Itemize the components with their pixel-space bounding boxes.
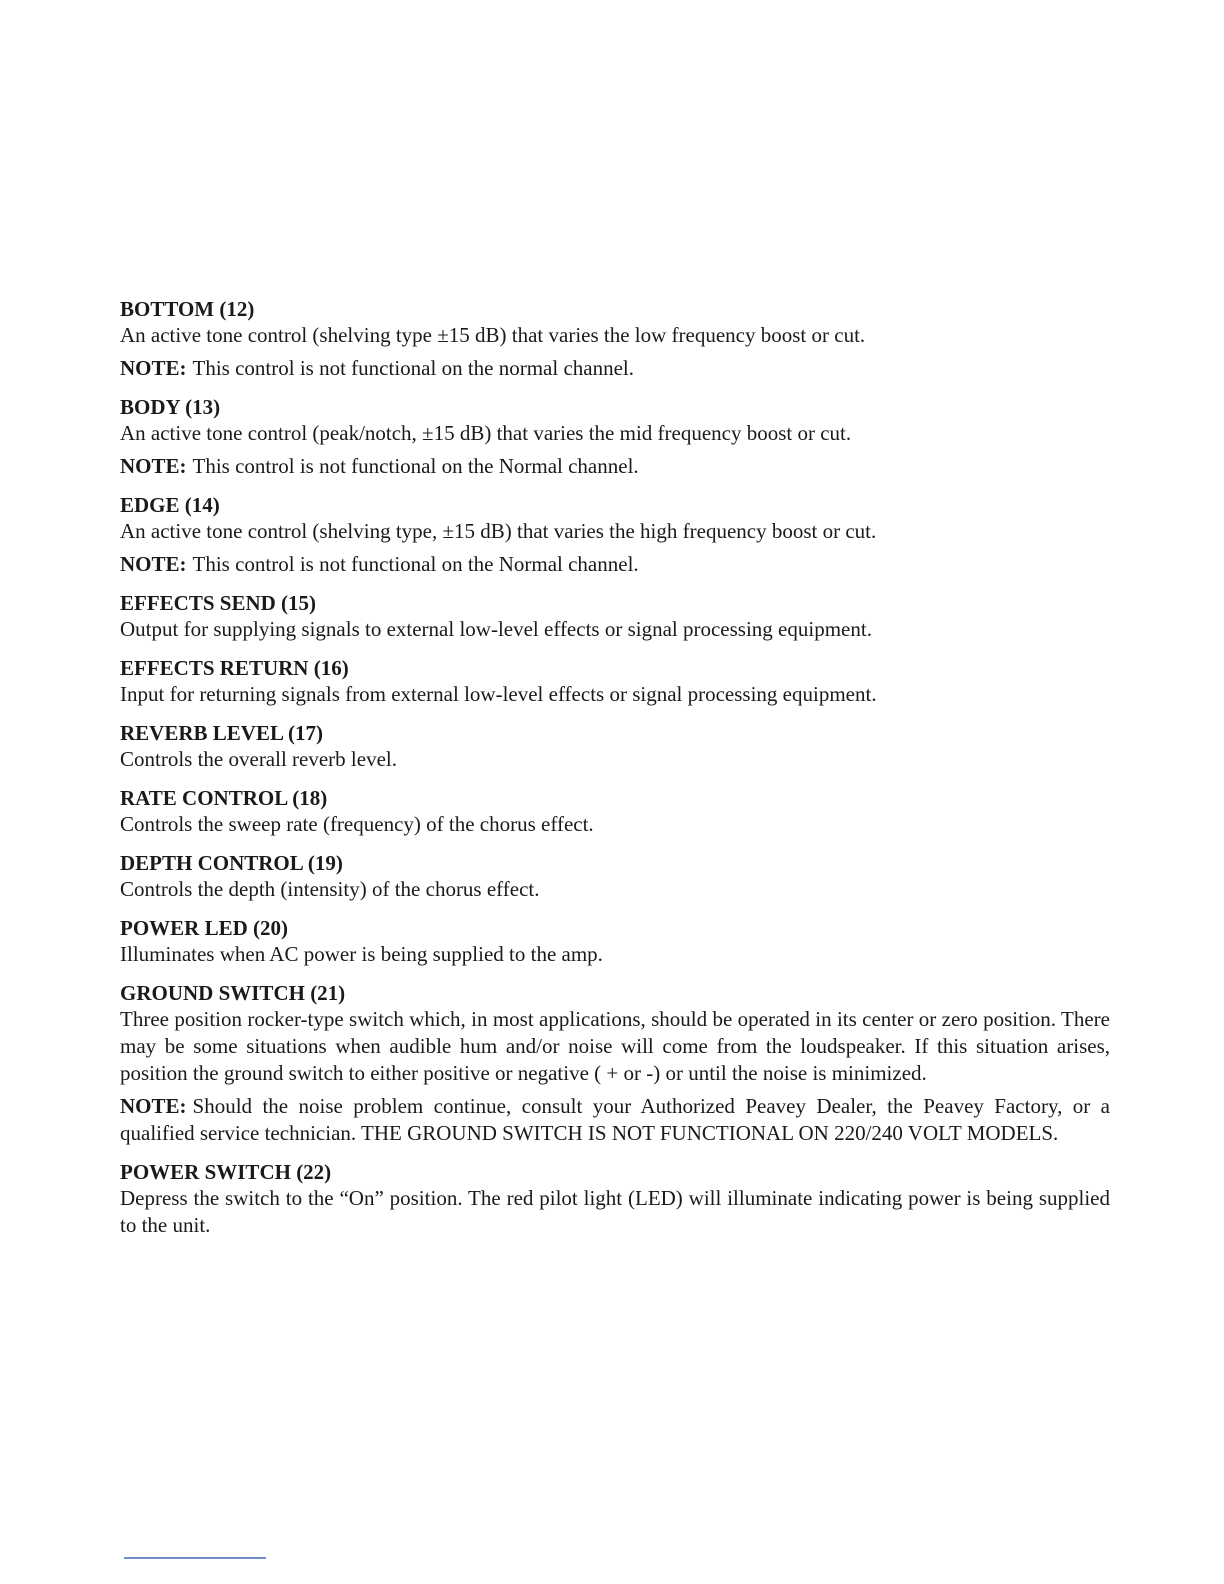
- section-text: Input for returning signals from external low-level effects or signal processing equipment.: [120, 682, 877, 706]
- section-power-switch: [120, 1159, 1110, 1239]
- section-rate-control: [120, 785, 1110, 838]
- section-heading: DEPTH CONTROL (19): [120, 851, 343, 875]
- section-heading: BODY (13): [120, 395, 221, 419]
- section-text: Controls the sweep rate (frequency) of the chorus effect.: [120, 812, 594, 836]
- footer-rule: [124, 1557, 266, 1559]
- section-heading: EFFECTS SEND (15): [120, 591, 317, 615]
- manual-content: [120, 296, 1110, 1251]
- section-note: [120, 1093, 1110, 1147]
- note-text: This control is not functional on the normal channel.: [192, 356, 634, 380]
- section-power-led: [120, 915, 1110, 968]
- note-label: NOTE:: [120, 356, 187, 380]
- note-label: NOTE:: [120, 552, 187, 576]
- section-heading: POWER LED (20): [120, 916, 288, 940]
- section-text: Controls the depth (intensity) of the chorus effect.: [120, 877, 540, 901]
- section-ground-switch: [120, 980, 1110, 1147]
- section-heading: REVERB LEVEL (17): [120, 721, 324, 745]
- section-text: Depress the switch to the “On” position. The red pilot light (LED) will illuminate indicating power is being supplied to the unit.: [120, 1186, 1110, 1237]
- section-note: [120, 355, 1110, 382]
- section-text: An active tone control (shelving type ±15 dB) that varies the low frequency boost or cut.: [120, 323, 866, 347]
- note-text: Should the noise problem continue, consult your Authorized Peavey Dealer, the Peavey Factory, or a qualified service technician. THE GROUND SWITCH IS NOT FUNCTIONAL ON 220/240 VOLT MODELS.: [120, 1094, 1110, 1145]
- section-text: Output for supplying signals to external low-level effects or signal processing equipment.: [120, 617, 872, 641]
- section-edge: [120, 492, 1110, 578]
- section-reverb-level: [120, 720, 1110, 773]
- section-heading: RATE CONTROL (18): [120, 786, 328, 810]
- note-text: This control is not functional on the Normal channel.: [192, 552, 639, 576]
- section-heading: EFFECTS RETURN (16): [120, 656, 349, 680]
- section-text: An active tone control (peak/notch, ±15 dB) that varies the mid frequency boost or cut.: [120, 421, 852, 445]
- section-body: [120, 394, 1110, 480]
- section-text: Illuminates when AC power is being supplied to the amp.: [120, 942, 603, 966]
- section-depth-control: [120, 850, 1110, 903]
- section-text: Three position rocker-type switch which, in most applications, should be operated in its center or zero position. There may be some situations when audible hum and/or noise will come from the loudspeaker. If this situation arises, position the ground switch to either positive or negative ( + or -) or until the noise is minimized.: [120, 1007, 1110, 1085]
- note-label: NOTE:: [120, 1094, 187, 1118]
- section-text: Controls the overall reverb level.: [120, 747, 397, 771]
- section-note: [120, 551, 1110, 578]
- section-effects-return: [120, 655, 1110, 708]
- note-text: This control is not functional on the Normal channel.: [192, 454, 639, 478]
- section-heading: POWER SWITCH (22): [120, 1160, 332, 1184]
- section-effects-send: [120, 590, 1110, 643]
- section-text: An active tone control (shelving type, ±15 dB) that varies the high frequency boost or cut.: [120, 519, 877, 543]
- section-heading: BOTTOM (12): [120, 297, 255, 321]
- section-note: [120, 453, 1110, 480]
- section-heading: EDGE (14): [120, 493, 220, 517]
- section-heading: GROUND SWITCH (21): [120, 981, 346, 1005]
- section-bottom: [120, 296, 1110, 382]
- note-label: NOTE:: [120, 454, 187, 478]
